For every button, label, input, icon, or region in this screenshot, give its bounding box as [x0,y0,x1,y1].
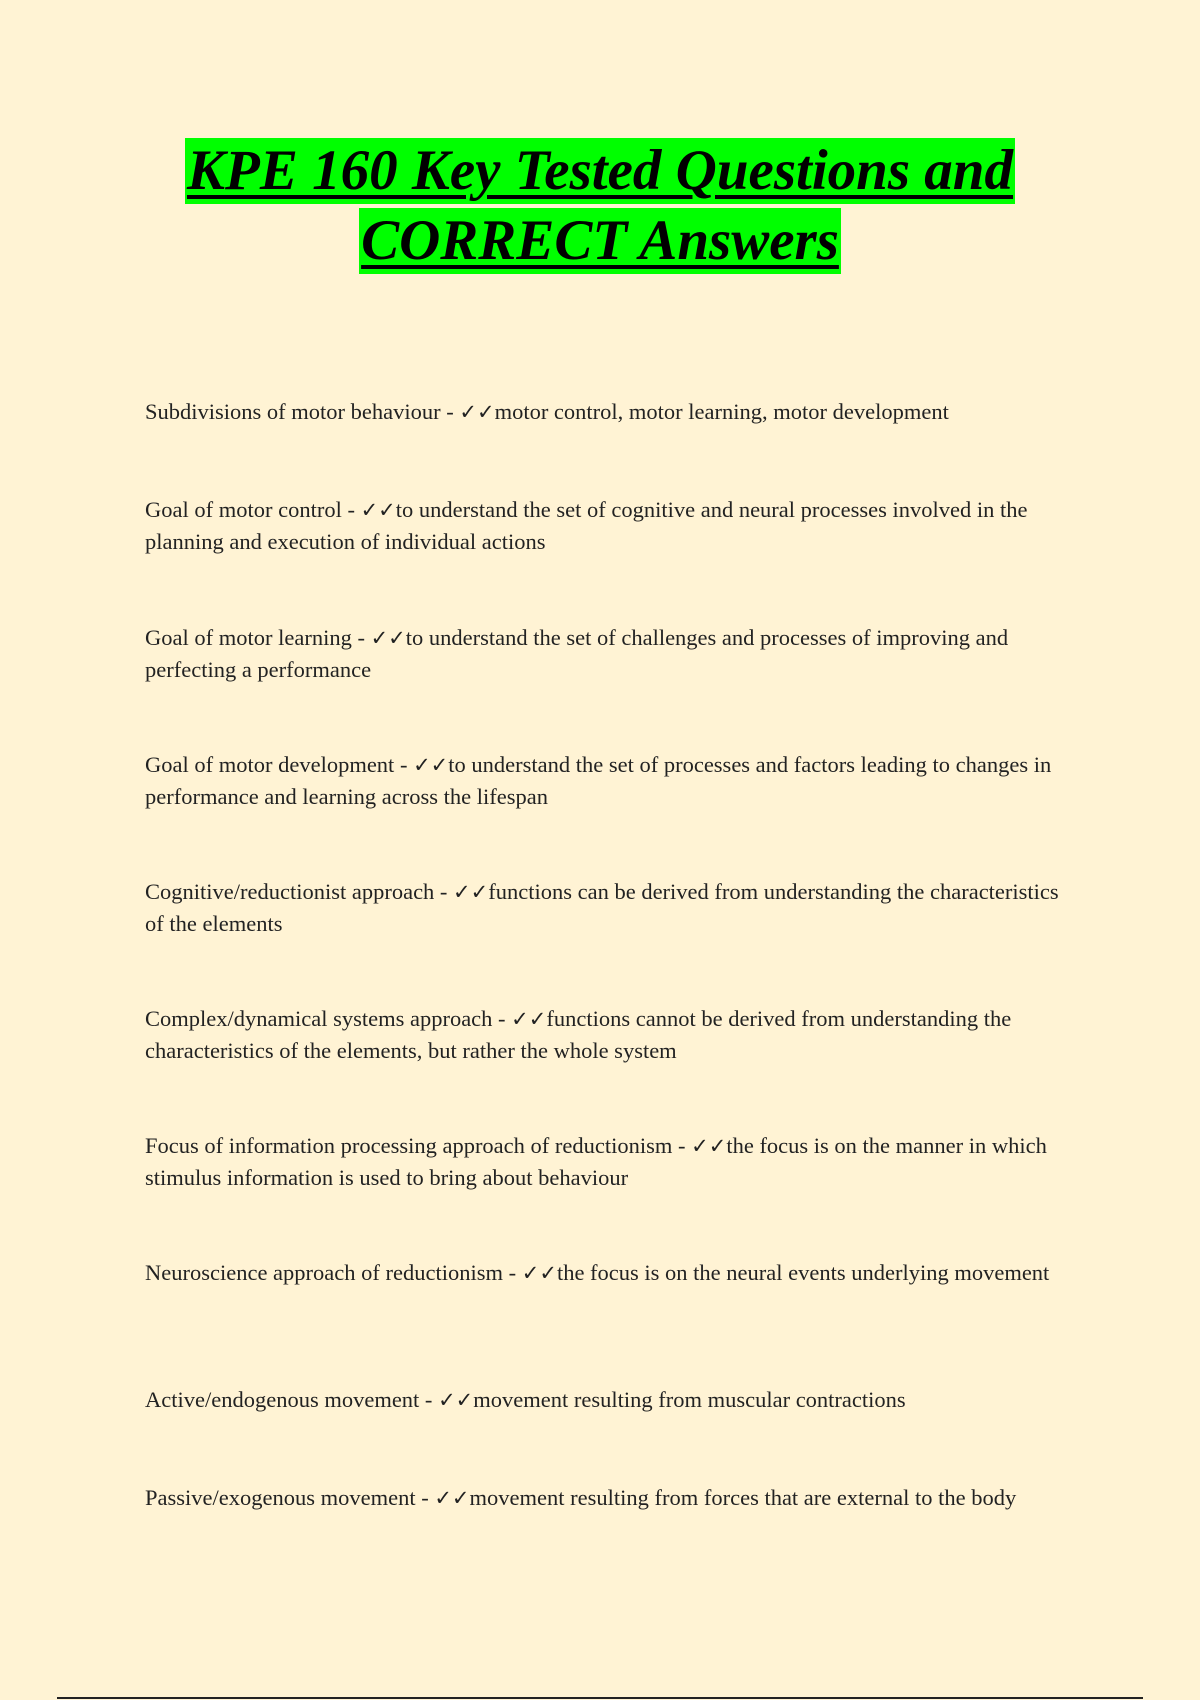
title-line-1: KPE 160 Key Tested Questions and [186,139,1014,202]
qa-answer: motor control, motor learning, motor development [494,399,949,424]
qa-item-10 [145,1482,1065,1514]
qa-item-3 [145,622,1065,685]
qa-term: Complex/dynamical systems approach - [145,1006,512,1031]
qa-answer: to understand the set of cognitive and neural processes involved in the planning and execution of individual actions [145,497,1028,554]
qa-term: Neuroscience approach of reductionism - [145,1260,522,1285]
qa-answer: the focus is on the neural events underlying movement [556,1260,1050,1285]
qa-item-1 [145,396,1065,428]
double-check-icon: ✓✓ [459,400,495,424]
qa-term: Passive/exogenous movement - [145,1485,435,1510]
qa-item-6 [145,1003,1065,1066]
title-line-2: CORRECT Answers [361,209,839,272]
double-check-icon: ✓✓ [370,626,406,650]
qa-item-8 [145,1257,1065,1289]
double-check-icon: ✓✓ [521,1261,557,1285]
qa-term: Goal of motor learning - [145,625,371,650]
qa-answer: movement resulting from muscular contractions [473,1387,906,1412]
qa-answer: movement resulting from forces that are external to the body [469,1485,1017,1510]
qa-item-4 [145,749,1065,812]
qa-answer: functions cannot be derived from understanding the characteristics of the elements, but rather the whole system [145,1006,1012,1063]
double-check-icon: ✓✓ [434,1486,470,1510]
qa-item-5 [145,876,1065,939]
qa-term: Cognitive/reductionist approach - [145,879,454,904]
qa-term: Goal of motor control - [145,497,361,522]
double-check-icon: ✓✓ [691,1134,727,1158]
document-title [0,138,1200,278]
qa-item-9 [145,1384,1065,1416]
qa-term: Focus of information processing approach of reductionism - [145,1133,692,1158]
qa-answer: to understand the set of processes and factors leading to changes in performance and learning across the lifespan [145,752,1052,809]
double-check-icon: ✓✓ [511,1007,547,1031]
qa-item-2 [145,494,1065,557]
qa-term: Subdivisions of motor behaviour - [145,399,460,424]
qa-answer: functions can be derived from understanding the characteristics of the elements [145,879,1059,936]
qa-term: Goal of motor development - [145,752,414,777]
footer-divider [57,1697,1143,1699]
qa-answer: the focus is on the manner in which stimulus information is used to bring about behaviour [145,1133,1047,1190]
double-check-icon: ✓✓ [453,880,489,904]
double-check-icon: ✓✓ [413,753,449,777]
qa-answer: to understand the set of challenges and processes of improving and perfecting a performance [145,625,1009,682]
qa-term: Active/endogenous movement - [145,1387,439,1412]
double-check-icon: ✓✓ [438,1388,474,1412]
double-check-icon: ✓✓ [360,498,396,522]
qa-item-7 [145,1130,1065,1193]
